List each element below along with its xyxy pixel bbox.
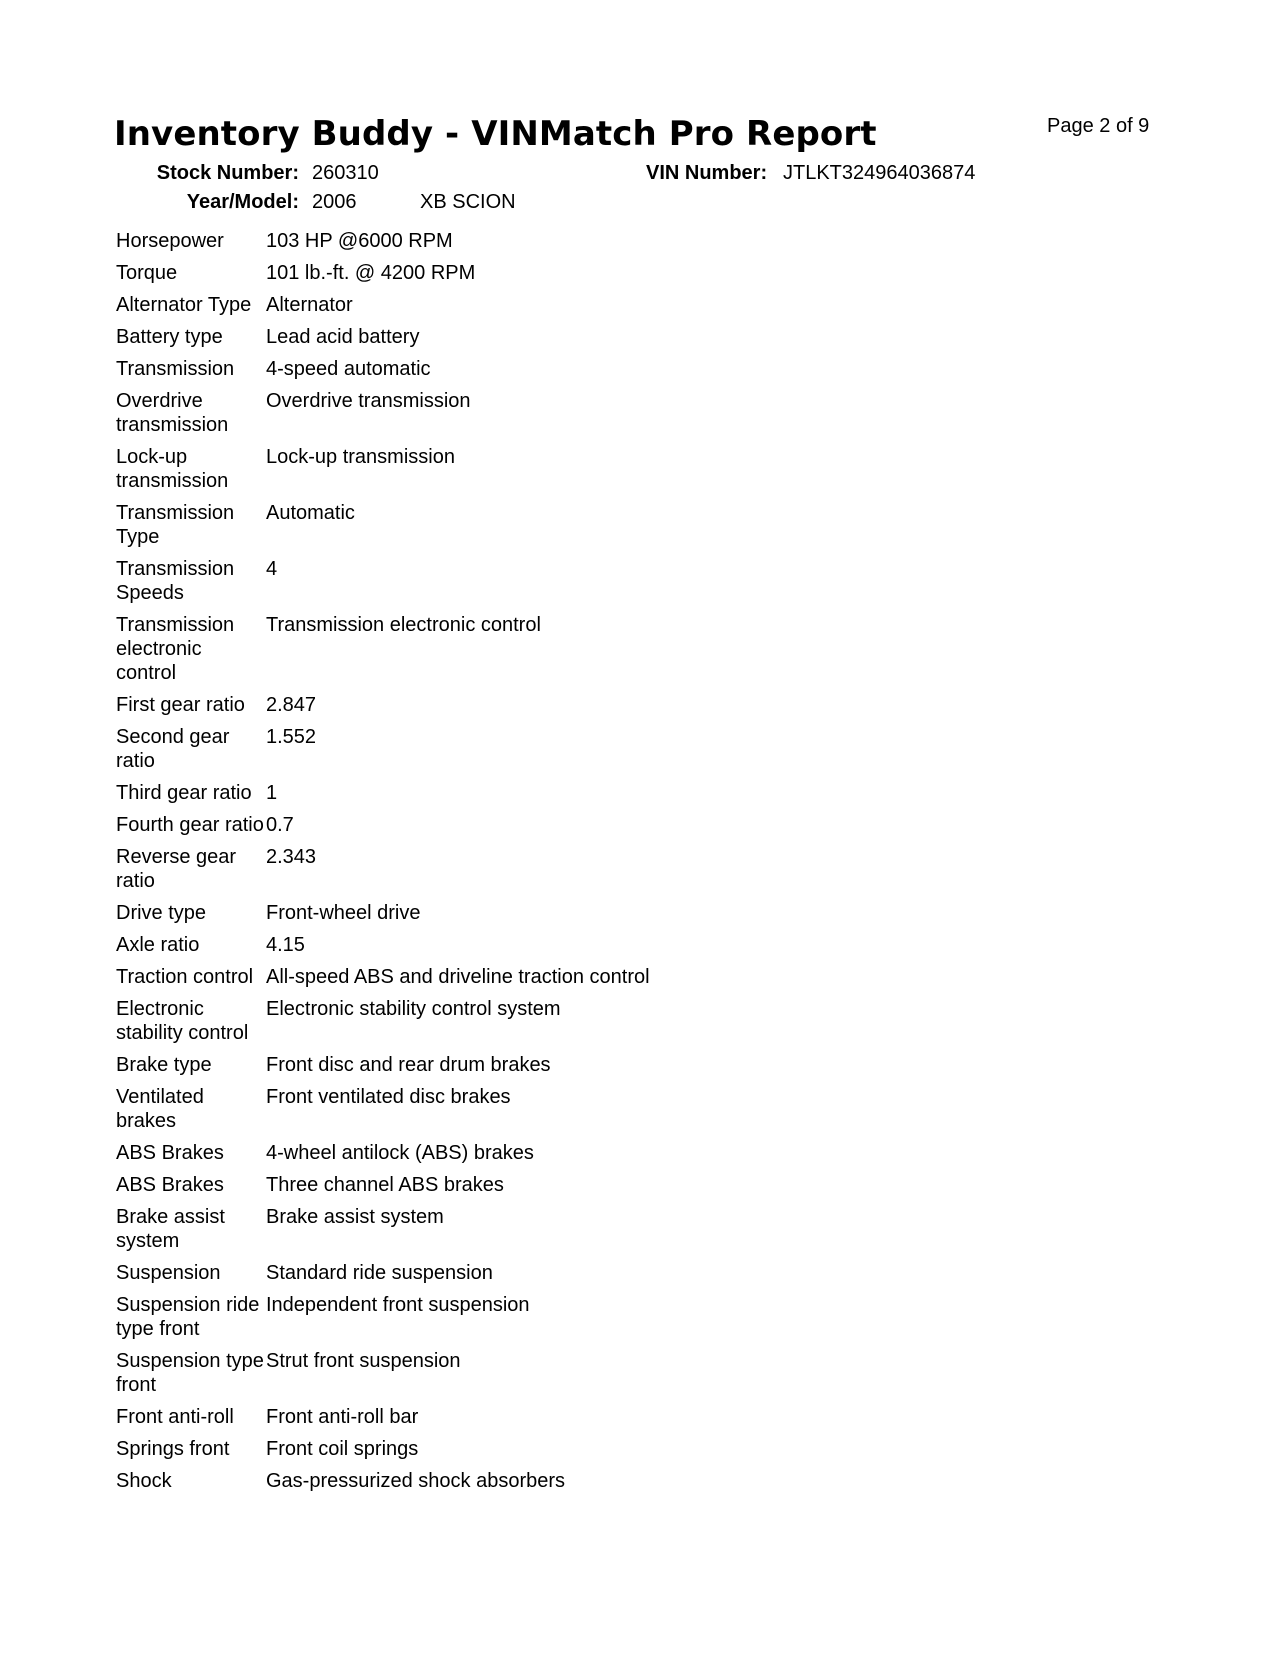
spec-label: Suspension type front xyxy=(116,1350,264,1396)
spec-label: First gear ratio xyxy=(116,694,245,716)
spec-row xyxy=(116,1469,650,1501)
spec-value: 0.7 xyxy=(266,814,294,836)
spec-value: Electronic stability control system xyxy=(266,998,561,1020)
spec-row xyxy=(116,389,650,445)
spec-row xyxy=(116,261,650,293)
spec-row xyxy=(116,1085,650,1141)
spec-value: Three channel ABS brakes xyxy=(266,1174,504,1196)
spec-label: Second gear ratio xyxy=(116,726,230,772)
model-value: XB SCION xyxy=(420,191,516,213)
year-model-label-text: Year/Model: xyxy=(186,191,299,213)
spec-value: 1 xyxy=(266,782,278,804)
spec-label: ABS Brakes xyxy=(116,1142,224,1164)
spec-label: Fourth gear ratio xyxy=(116,814,264,836)
vin-number-label-text: VIN Number: xyxy=(646,162,768,184)
spec-label: Third gear ratio xyxy=(116,782,252,804)
year-value: 2006 xyxy=(312,191,357,213)
spec-value: 103 HP @6000 RPM xyxy=(266,230,453,252)
spec-value: Transmission electronic control xyxy=(266,614,541,636)
spec-label: Transmission electronic control xyxy=(116,614,235,684)
spec-row xyxy=(116,1437,650,1469)
spec-value: Alternator xyxy=(266,294,353,316)
spec-row xyxy=(116,557,650,613)
spec-row xyxy=(116,845,650,901)
spec-row xyxy=(116,1173,650,1205)
spec-row xyxy=(116,933,650,965)
page-number: Page 2 of 9 xyxy=(1047,115,1150,137)
spec-row xyxy=(116,781,650,813)
stock-number-value: 260310 xyxy=(312,162,379,184)
spec-value: Standard ride suspension xyxy=(266,1262,493,1284)
spec-value: Front-wheel drive xyxy=(266,902,421,924)
spec-value: Brake assist system xyxy=(266,1206,444,1228)
spec-row xyxy=(116,1141,650,1173)
spec-value: Independent front suspension xyxy=(266,1294,530,1316)
spec-label: Battery type xyxy=(116,326,223,348)
spec-row xyxy=(116,293,650,325)
spec-row xyxy=(116,1261,650,1293)
spec-label: Shock xyxy=(116,1470,172,1492)
spec-row xyxy=(116,357,650,389)
vin-number-label xyxy=(646,162,767,185)
spec-value: Lock-up transmission xyxy=(266,446,455,468)
spec-row xyxy=(116,965,650,997)
spec-table-body xyxy=(116,229,650,1501)
spec-label: Torque xyxy=(116,262,178,284)
spec-value: 101 lb.-ft. @ 4200 RPM xyxy=(266,262,476,284)
spec-value: Overdrive transmission xyxy=(266,390,471,412)
spec-value: 1.552 xyxy=(266,726,317,748)
spec-label: Alternator Type xyxy=(116,294,252,316)
spec-label: Traction control xyxy=(116,966,254,988)
spec-label: Front anti-roll xyxy=(116,1406,234,1428)
spec-value: 2.847 xyxy=(266,694,317,716)
spec-label: Transmission Type xyxy=(116,502,235,548)
spec-row xyxy=(116,325,650,357)
spec-label: Drive type xyxy=(116,902,207,924)
spec-label: Springs front xyxy=(116,1438,230,1460)
spec-row xyxy=(116,725,650,781)
spec-value: Automatic xyxy=(266,502,355,524)
spec-value: Strut front suspension xyxy=(266,1350,461,1372)
spec-label: Reverse gear ratio xyxy=(116,846,237,892)
spec-value: 2.343 xyxy=(266,846,317,868)
spec-label: Suspension xyxy=(116,1262,221,1284)
spec-value: Gas-pressurized shock absorbers xyxy=(266,1470,566,1492)
spec-label: Axle ratio xyxy=(116,934,200,956)
spec-value: 4.15 xyxy=(266,934,305,956)
spec-table xyxy=(116,229,650,1501)
spec-label: Overdrive transmission xyxy=(116,390,229,436)
spec-row xyxy=(116,445,650,501)
stock-number-label-text: Stock Number: xyxy=(156,162,299,184)
year-model-label xyxy=(155,191,299,214)
spec-value: 4-wheel antilock (ABS) brakes xyxy=(266,1142,534,1164)
spec-label: Lock-up transmission xyxy=(116,446,229,492)
spec-value: Front coil springs xyxy=(266,1438,419,1460)
spec-row xyxy=(116,229,650,261)
spec-row xyxy=(116,1293,650,1349)
spec-row xyxy=(116,613,650,693)
spec-value: Front ventilated disc brakes xyxy=(266,1086,511,1108)
spec-row xyxy=(116,813,650,845)
report-title: Inventory Buddy - VINMatch Pro Report xyxy=(114,114,877,154)
spec-value: Front anti-roll bar xyxy=(266,1406,419,1428)
vin-number-value: JTLKT324964036874 xyxy=(783,162,976,184)
spec-row xyxy=(116,501,650,557)
spec-row xyxy=(116,1349,650,1405)
spec-label: Horsepower xyxy=(116,230,224,252)
spec-label: Brake assist system xyxy=(116,1206,225,1252)
spec-value: 4-speed automatic xyxy=(266,358,431,380)
spec-value: All-speed ABS and driveline traction control xyxy=(266,966,650,988)
spec-label: Suspension ride type front xyxy=(116,1294,260,1340)
spec-value: Lead acid battery xyxy=(266,326,420,348)
spec-value: 4 xyxy=(266,558,278,580)
spec-label: Brake type xyxy=(116,1054,212,1076)
spec-row xyxy=(116,901,650,933)
spec-label: Ventilated brakes xyxy=(116,1086,204,1132)
stock-number-label xyxy=(155,162,299,185)
spec-row xyxy=(116,1053,650,1085)
spec-label: ABS Brakes xyxy=(116,1174,224,1196)
spec-value: Front disc and rear drum brakes xyxy=(266,1054,551,1076)
spec-label: Electronic stability control xyxy=(116,998,249,1044)
spec-row xyxy=(116,693,650,725)
spec-label: Transmission xyxy=(116,358,235,380)
spec-row xyxy=(116,1405,650,1437)
spec-label: Transmission Speeds xyxy=(116,558,235,604)
spec-row xyxy=(116,997,650,1053)
spec-row xyxy=(116,1205,650,1261)
